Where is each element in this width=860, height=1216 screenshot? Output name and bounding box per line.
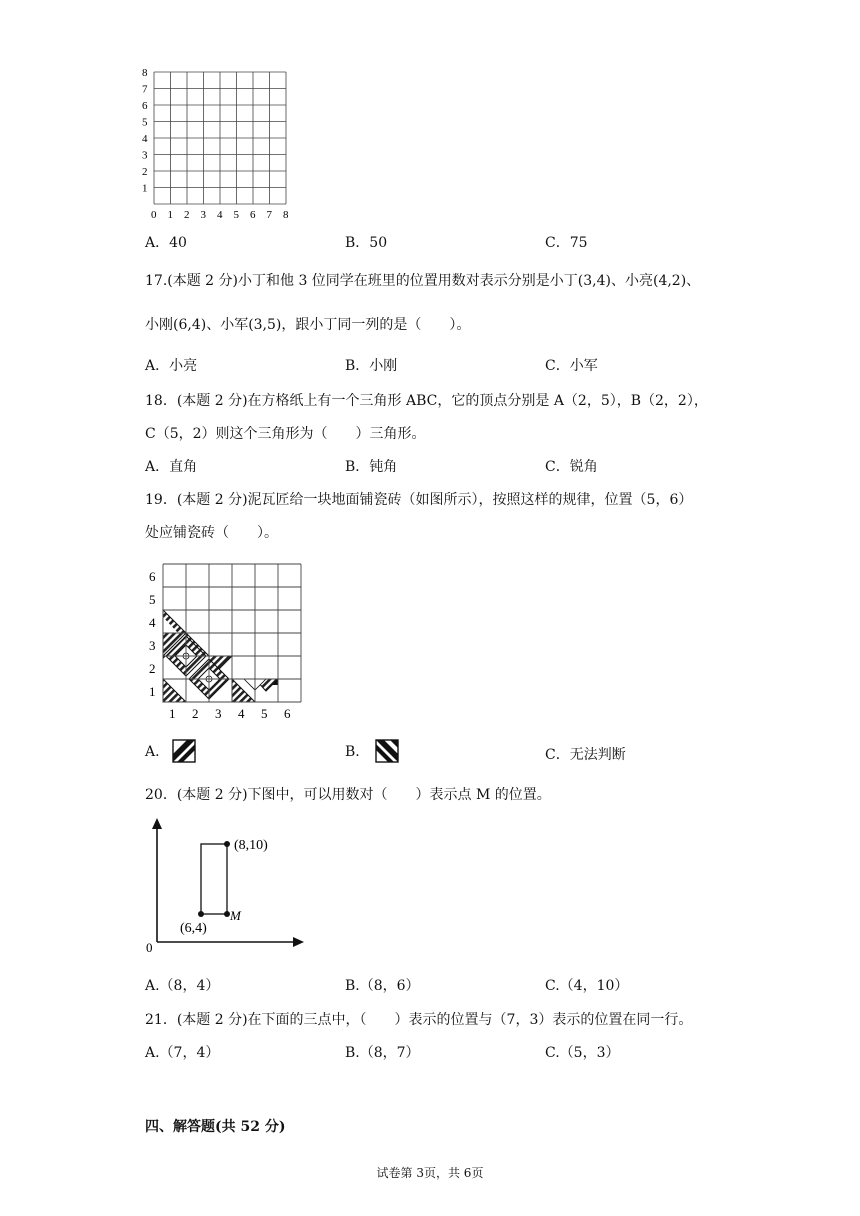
x-tick-label: 2 [192, 706, 199, 720]
q20-option-a[interactable]: A.（8，4） [145, 978, 220, 994]
y-tick-label: 2 [142, 166, 148, 178]
q19-option-a[interactable]: A. [145, 744, 160, 760]
q19-option-c[interactable]: C．无法判断 [545, 747, 626, 763]
q20-text-line1: 20．(本题 2 分)下图中，可以用数对（ ）表示点 M 的位置。 [145, 787, 551, 803]
q17-text-line1: 17.(本题 2 分)小丁和他 3 位同学在班里的位置用数对表示分别是小丁(3,4)、小亮(4,2)、 [145, 273, 701, 289]
point-6-4-label: (6,4) [180, 921, 207, 936]
q18-option-a[interactable]: A．直角 [145, 459, 198, 475]
y-tick-label: 5 [142, 116, 148, 129]
y-tick-label: 3 [149, 638, 156, 653]
q21-option-b[interactable]: B.（8，7） [345, 1045, 420, 1061]
q21-text-line1: 21．(本题 2 分)在下面的三点中，（ ）表示的位置与（7，3）表示的位置在同一行。 [145, 1012, 693, 1028]
x-tick-label: 5 [261, 706, 268, 720]
y-tick-label: 7 [142, 83, 148, 96]
origin-label: 0 [146, 940, 153, 955]
y-tick-label: 4 [149, 615, 156, 630]
q21-option-a[interactable]: A.（7，4） [145, 1045, 220, 1061]
q16-option-b[interactable]: B．50 [345, 235, 388, 251]
y-tick-label: 1 [142, 182, 148, 195]
y-tick-label: 1 [149, 684, 156, 699]
q16-option-c[interactable]: C．75 [545, 235, 588, 251]
page-footer: 试卷第 3页，共 6页 [376, 1166, 484, 1180]
point-m-label: M [230, 908, 241, 923]
x-tick-label: 6 [250, 209, 256, 221]
q17-option-a[interactable]: A．小亮 [145, 358, 198, 374]
x-tick-label: 1 [167, 209, 173, 221]
x-tick-label: 6 [284, 706, 291, 720]
y-tick-label: 2 [149, 661, 156, 676]
q19-option-b[interactable]: B. [345, 744, 360, 760]
y-tick-label: 3 [142, 149, 148, 162]
q18-text-line2: C（5，2）则这个三角形为（ ）三角形。 [145, 426, 426, 442]
y-tick-label: 4 [142, 133, 148, 145]
x-tick-label: 4 [238, 706, 245, 720]
x-tick-label: 0 [151, 209, 157, 221]
q17-option-b[interactable]: B．小刚 [345, 358, 398, 374]
y-tick-label: 8 [142, 67, 148, 79]
q18-option-c[interactable]: C．锐角 [545, 459, 598, 475]
x-tick-label: 4 [217, 209, 223, 221]
y-tick-label: 5 [149, 592, 156, 607]
q19-tile-figure [140, 560, 315, 720]
q20-option-c[interactable]: C.（4，10） [545, 978, 629, 994]
y-tick-label: 6 [142, 100, 148, 112]
x-tick-label: 2 [184, 209, 190, 221]
y-tick-label: 6 [149, 569, 156, 584]
q19-text-line2: 处应铺瓷砖（ ）。 [145, 525, 278, 541]
x-tick-label: 8 [283, 209, 289, 221]
point-8-10-label: (8,10) [234, 838, 268, 853]
hatched-tile-icon-b[interactable] [375, 739, 399, 763]
hatched-tile-icon-a[interactable] [172, 739, 196, 763]
q20-coordinate-figure [140, 814, 315, 959]
x-tick-label: 1 [169, 706, 176, 720]
q21-option-c[interactable]: C.（5，3） [545, 1045, 620, 1061]
section-4-heading: 四、解答题(共 52 分) [145, 1119, 286, 1135]
x-tick-label: 5 [233, 209, 239, 221]
q20-option-b[interactable]: B.（8，6） [345, 978, 420, 994]
q17-option-c[interactable]: C．小军 [545, 358, 598, 374]
q16-grid-figure [140, 66, 300, 222]
q18-option-b[interactable]: B．钝角 [345, 459, 398, 475]
q16-option-a[interactable]: A．40 [145, 235, 187, 251]
q17-text-line2: 小刚(6,4)、小军(3,5)，跟小丁同一列的是（ ）。 [145, 317, 471, 333]
q19-text-line1: 19．(本题 2 分)泥瓦匠给一块地面铺瓷砖（如图所示），按照这样的规律，位置（5，6） [145, 492, 693, 508]
x-tick-label: 7 [266, 209, 272, 221]
q18-text-line1: 18．(本题 2 分)在方格纸上有一个三角形 ABC，它的顶点分别是 A（2，5），B（2，2）， [145, 393, 708, 409]
x-tick-label: 3 [200, 209, 206, 221]
x-tick-label: 3 [215, 706, 222, 720]
